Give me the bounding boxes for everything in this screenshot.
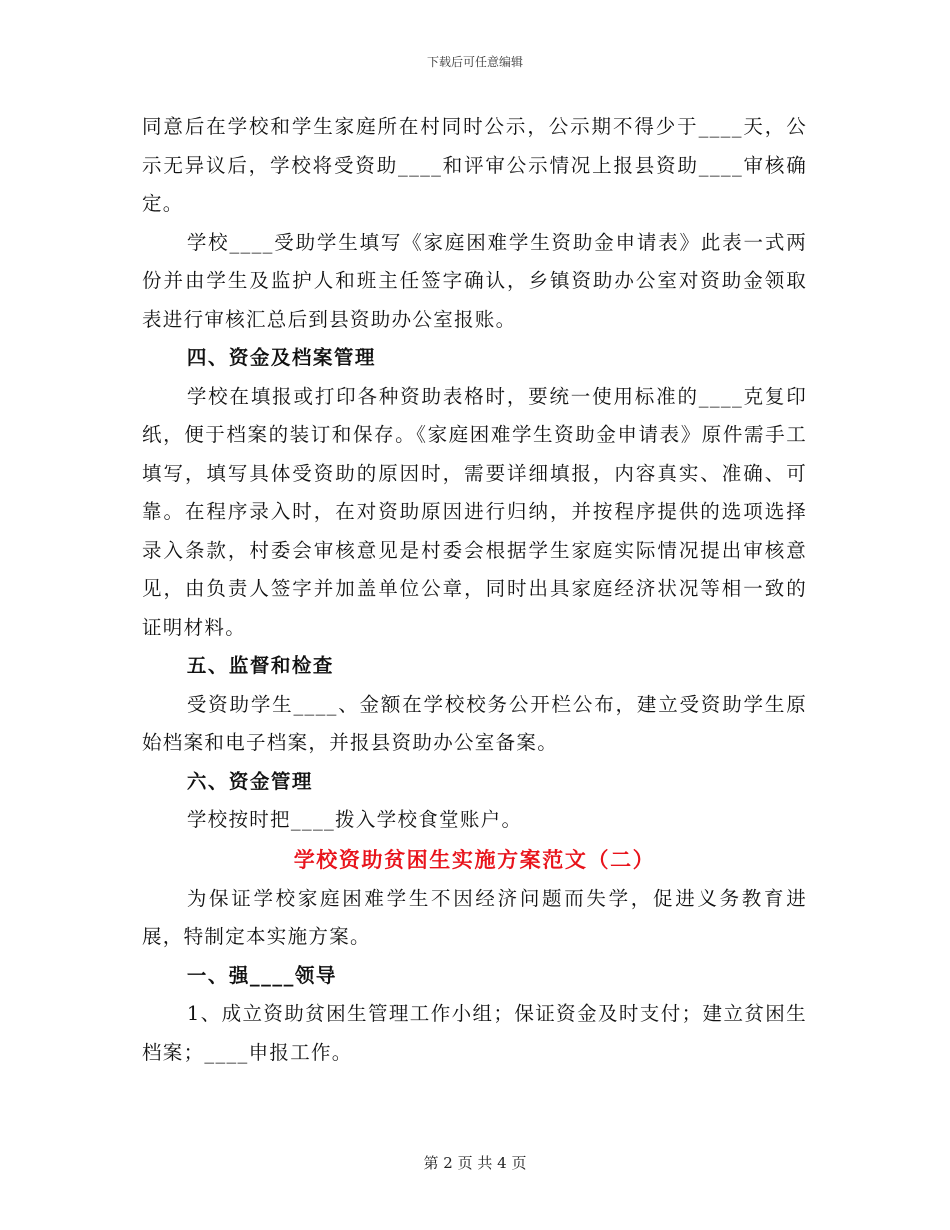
paragraph-forms-filling: 学校在填报或打印各种资助表格时，要统一使用标准的____克复印纸，便于档案的装订和保存。《家庭困难学生资助金申请表》原件需手工填写，填写具体受资助的原因时，需要详细填报，内容真实、准确、可靠。在程序录入时，在对资助原因进行归纳，并按程序提供的选项选择录入条款，村委会审核意见是村委会根据学生家庭实际情况提出审核意见，由负责人签字并加盖单位公章，同时出具家庭经济状况等相一致的证明材料。 (142, 384, 807, 639)
page-number: 第 2 页 共 4 页 (423, 1154, 527, 1172)
heading-leadership: 一、强____领导 (186, 963, 337, 987)
heading-fund-management: 六、资金管理 (186, 769, 313, 793)
section-title: 学校资助贫困生实施方案范文（二） (293, 846, 656, 872)
paragraph-public-notice: 同意后在学校和学生家庭所在村同时公示，公示期不得少于____天，公示无异议后，学校将受资助____和评审公示情况上报县资助____审核确定。 (142, 115, 807, 215)
document-body (142, 108, 807, 1072)
paragraph-application-form: 学校____受助学生填写《家庭困难学生资助金申请表》此表一式两份并由学生及监护人和班主任签字确认，乡镇资助办公室对资助金领取表进行审核汇总后到县资助办公室报账。 (142, 230, 807, 331)
paragraph-intro: 为保证学校家庭困难学生不因经济问题而失学，促进义务教育进展，特制定本实施方案。 (142, 886, 807, 948)
heading-funds-and-archives: 四、资金及档案管理 (186, 346, 376, 369)
heading-supervision: 五、监督和检查 (186, 654, 334, 677)
paragraph-fund-management: 学校按时把____拨入学校食堂账户。 (186, 808, 523, 831)
paragraph-working-group: 1、成立资助贫困生管理工作小组；保证资金及时支付；建立贫困生档案；____申报工作。 (142, 1002, 807, 1064)
header-note: 下载后可任意编辑 (426, 55, 523, 69)
paragraph-supervision: 受资助学生____、金额在学校校务公开栏公布，建立受资助学生原始档案和电子档案，并报县资助办公室备案。 (142, 692, 807, 754)
